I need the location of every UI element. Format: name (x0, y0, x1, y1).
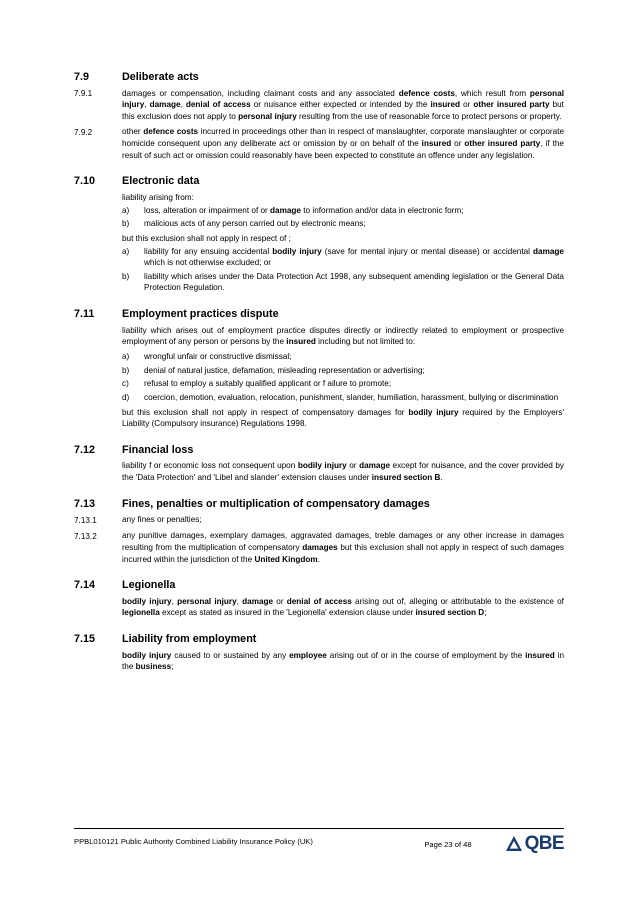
section-lead-text: bodily injury, personal injury, damage or denial of access arising out of, alleging or attributable to the existence of legionella except as stated as insured in the 'Legionella' extension clause under insured section D; (122, 596, 564, 618)
section-tail-text: but this exclusion shall not apply in respect of compensatory damages for bodily injury required by the Employers' Liability (Compulsory insurance) Regulations 1998. (122, 407, 565, 429)
list-item (122, 351, 564, 363)
section-heading-7-14 (74, 578, 564, 593)
paragraph-number: 7.13.1 (74, 515, 97, 525)
section-number: 7.14 (74, 579, 96, 592)
list-item (122, 392, 564, 404)
section-heading-7-15 (74, 632, 564, 647)
section-number: 7.11 (74, 308, 95, 321)
paragraph-7-9-2 (74, 126, 564, 161)
section-title: Liability from employment (122, 633, 257, 646)
page-number: Page 23 of 48 (424, 840, 472, 850)
section-title: Financial loss (122, 443, 194, 456)
list-marker: d) (122, 392, 130, 402)
list-item (122, 205, 564, 217)
lettered-list-7-10-b (122, 246, 564, 295)
list-item (122, 365, 564, 377)
section-lead-text: bodily injury caused to or sustained by any employee arising out of or in the course of employment by the insured in the business; (122, 650, 564, 672)
section-title: Employment practices dispute (122, 308, 279, 321)
list-item (122, 271, 564, 294)
section-heading-7-11 (74, 307, 564, 322)
list-item-text: liability for any ensuing accidental bodily injury (save for mental injury or mental disease) or accidental damage which is not otherwise excluded; or (144, 246, 564, 268)
paragraph-number: 7.9.1 (74, 89, 93, 99)
list-item (122, 378, 564, 390)
section-title: Legionella (122, 579, 176, 592)
lettered-list-7-10-a (122, 205, 564, 230)
list-marker: a) (122, 246, 130, 256)
lettered-list-7-11 (122, 351, 564, 404)
paragraph-text: any punitive damages, exemplary damages, aggravated damages, treble damages or any other increase in damages resulting from the multiplication of compensatory damages but this exclusion shall not apply in respect of such damages incurred within the jurisdiction of the United Kingdom. (122, 531, 564, 564)
paragraph-7-13-2 (74, 530, 564, 565)
section-number: 7.9 (74, 71, 90, 83)
list-marker: b) (122, 219, 130, 229)
list-item-text: loss, alteration or impairment of or damage to information and/or data in electronic form; (144, 205, 464, 215)
list-marker: c) (122, 379, 129, 389)
paragraph-text: other defence costs incurred in proceedings other than in respect of manslaughter, corporate manslaughter or corporate homicide consequent upon any deliberate act or omission by or on behalf of the insured or other insured party, if the result of such act or omission could reasonably have been expected to constitute an offence under any legislation. (122, 127, 565, 160)
section-lead-text: liability arising from: (122, 192, 194, 202)
document-body (74, 70, 564, 676)
section-heading-7-10 (74, 174, 564, 189)
list-item-text: wrongful unfair or constructive dismissal; (144, 351, 292, 361)
section-heading-7-9 (74, 70, 564, 85)
list-marker: b) (122, 271, 130, 281)
section-title: Fines, penalties or multiplication of compensatory damages (122, 497, 430, 510)
list-item-text: coercion, demotion, evaluation, relocation, punishment, slander, humiliation, harassment, bullying or discrimination (144, 392, 559, 402)
footer-reference: PPBL010121 Public Authority Combined Liability Insurance Policy (UK) (74, 837, 313, 846)
section-number: 7.15 (74, 633, 96, 646)
qbe-triangle-icon (506, 836, 522, 851)
list-marker: a) (122, 351, 130, 361)
section-title: Electronic data (122, 175, 200, 188)
section-number: 7.13 (74, 497, 96, 510)
qbe-logo (506, 834, 564, 853)
paragraph-7-13-1 (74, 514, 564, 526)
paragraph-text: damages or compensation, including claimant costs and any associated defence costs, which result from personal injury, damage, denial of access or nuisance either expected or intended by the insured or other insured party but this exclusion does not apply to personal injury resulting from the use of reasonable force to protect persons or property. (122, 88, 565, 121)
list-item-text: denial of natural justice, defamation, misleading representation or advertising; (144, 365, 425, 375)
list-item (122, 246, 564, 269)
section-middle-text: but this exclusion shall not apply in respect of ; (122, 233, 291, 243)
section-number: 7.10 (74, 175, 96, 188)
section-lead-text: liability which arises out of employment practice disputes directly or indirectly related to employment or prospective employment of any person or persons by the insured including but not limited to: (122, 325, 564, 347)
section-heading-7-12 (74, 443, 564, 458)
list-item-text: refusal to employ a suitably qualified applicant or f ailure to promote; (144, 379, 392, 389)
section-title: Deliberate acts (122, 71, 199, 83)
paragraph-text: any fines or penalties; (122, 515, 202, 525)
list-item-text: liability which arises under the Data Protection Act 1998, any subsequent amending legislation or the General Data Protection Regulation. (144, 271, 564, 293)
list-marker: a) (122, 205, 130, 215)
paragraph-number: 7.13.2 (74, 531, 97, 541)
paragraph-number: 7.9.2 (74, 127, 93, 137)
footer-right-group (424, 834, 564, 853)
section-lead-text: liability f or economic loss not consequent upon bodily injury or damage except for nuisance, and the cover provided by the 'Data Protection' and 'Libel and slander' extension clauses under insured section B. (122, 461, 564, 482)
list-item (122, 218, 564, 230)
list-item-text: malicious acts of any person carried out by electronic means; (144, 219, 366, 229)
list-marker: b) (122, 365, 130, 375)
page-footer (74, 828, 564, 853)
qbe-wordmark: QBE (524, 833, 564, 854)
section-number: 7.12 (74, 443, 96, 456)
section-heading-7-13 (74, 497, 564, 512)
paragraph-7-9-1 (74, 88, 564, 123)
